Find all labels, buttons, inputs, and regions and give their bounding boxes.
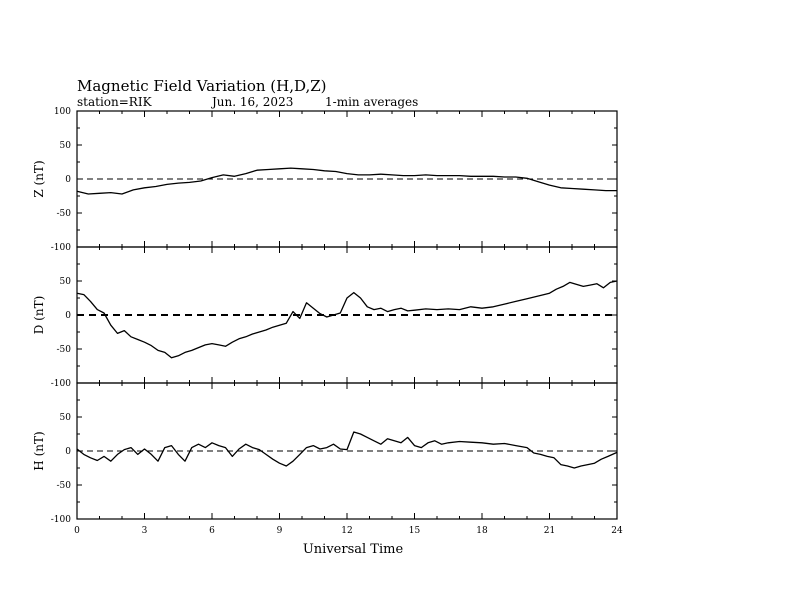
d-ytick-label: -50	[56, 345, 71, 355]
z-ytick-label: -100	[50, 243, 71, 253]
x-tick-label: 24	[611, 526, 623, 536]
h-series-line	[77, 432, 617, 468]
date-label: Jun. 16, 2023	[212, 95, 294, 109]
x-axis-label: Universal Time	[302, 542, 404, 557]
z-ytick-label: 0	[65, 175, 71, 185]
z-ytick-label: 100	[53, 107, 71, 117]
x-tick-label: 9	[276, 526, 283, 536]
station-label: station=RIK	[77, 95, 152, 109]
d-ytick-label: -100	[50, 379, 71, 389]
x-tick-label: 0	[74, 526, 80, 536]
averaging-label: 1-min averages	[325, 95, 419, 109]
z-ytick-label: 50	[59, 141, 71, 151]
h-axis-label: H (nT)	[32, 431, 46, 471]
d-ytick-label: 0	[65, 311, 71, 321]
h-ytick-label: -100	[50, 515, 71, 525]
plot-panels	[32, 107, 623, 536]
d-series-line	[77, 281, 617, 358]
d-axis-label: D (nT)	[32, 295, 46, 335]
z-series-line	[77, 168, 617, 194]
x-tick-label: 18	[476, 526, 488, 536]
chart-title: Magnetic Field Variation (H,D,Z)	[77, 77, 327, 95]
z-axis-label: Z (nT)	[32, 160, 46, 198]
d-ytick-label: 50	[59, 277, 71, 287]
x-tick-label: 3	[141, 526, 148, 536]
x-tick-label: 21	[543, 526, 556, 536]
x-tick-label: 12	[341, 526, 353, 536]
h-ytick-label: -50	[56, 481, 71, 491]
z-ytick-label: -50	[56, 209, 71, 219]
h-ytick-label: 0	[65, 447, 71, 457]
x-tick-label: 6	[209, 526, 215, 536]
h-ytick-label: 50	[59, 413, 71, 423]
x-tick-label: 15	[408, 526, 421, 536]
